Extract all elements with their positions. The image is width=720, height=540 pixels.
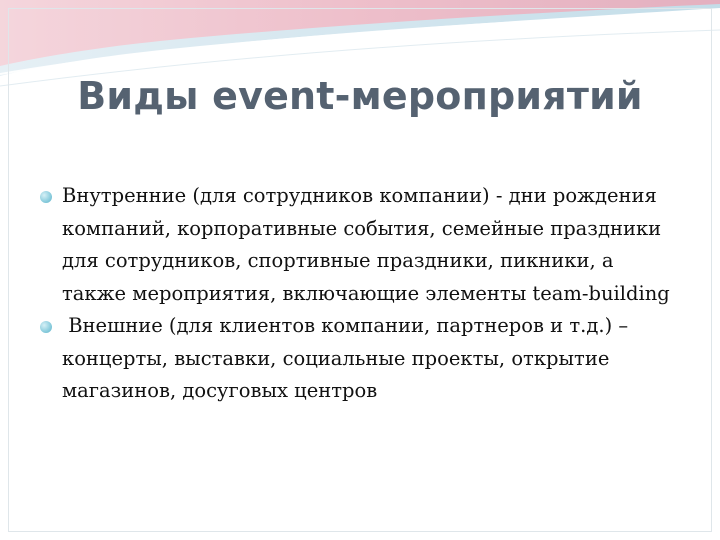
bullet-dot-icon [40, 321, 52, 333]
slide-title: Виды event-мероприятий [77, 74, 643, 118]
bullet-dot-icon [40, 191, 52, 203]
bullet-text: Внутренние (для сотрудников компании) - дни рождения компаний, корпоративные события, семейные праздники для сотрудников, спортивные праздники, пикники, а также мероприятия, включающие элементы team-building [62, 184, 670, 305]
bullet-text: Внешние (для клиентов компании, партнеров и т.д.) – концерты, выставки, социальные проекты, открытие магазинов, досуговых центров [62, 314, 635, 402]
bullet-item-internal [40, 180, 680, 310]
bullet-list [40, 180, 680, 408]
bullet-item-external [40, 310, 680, 408]
